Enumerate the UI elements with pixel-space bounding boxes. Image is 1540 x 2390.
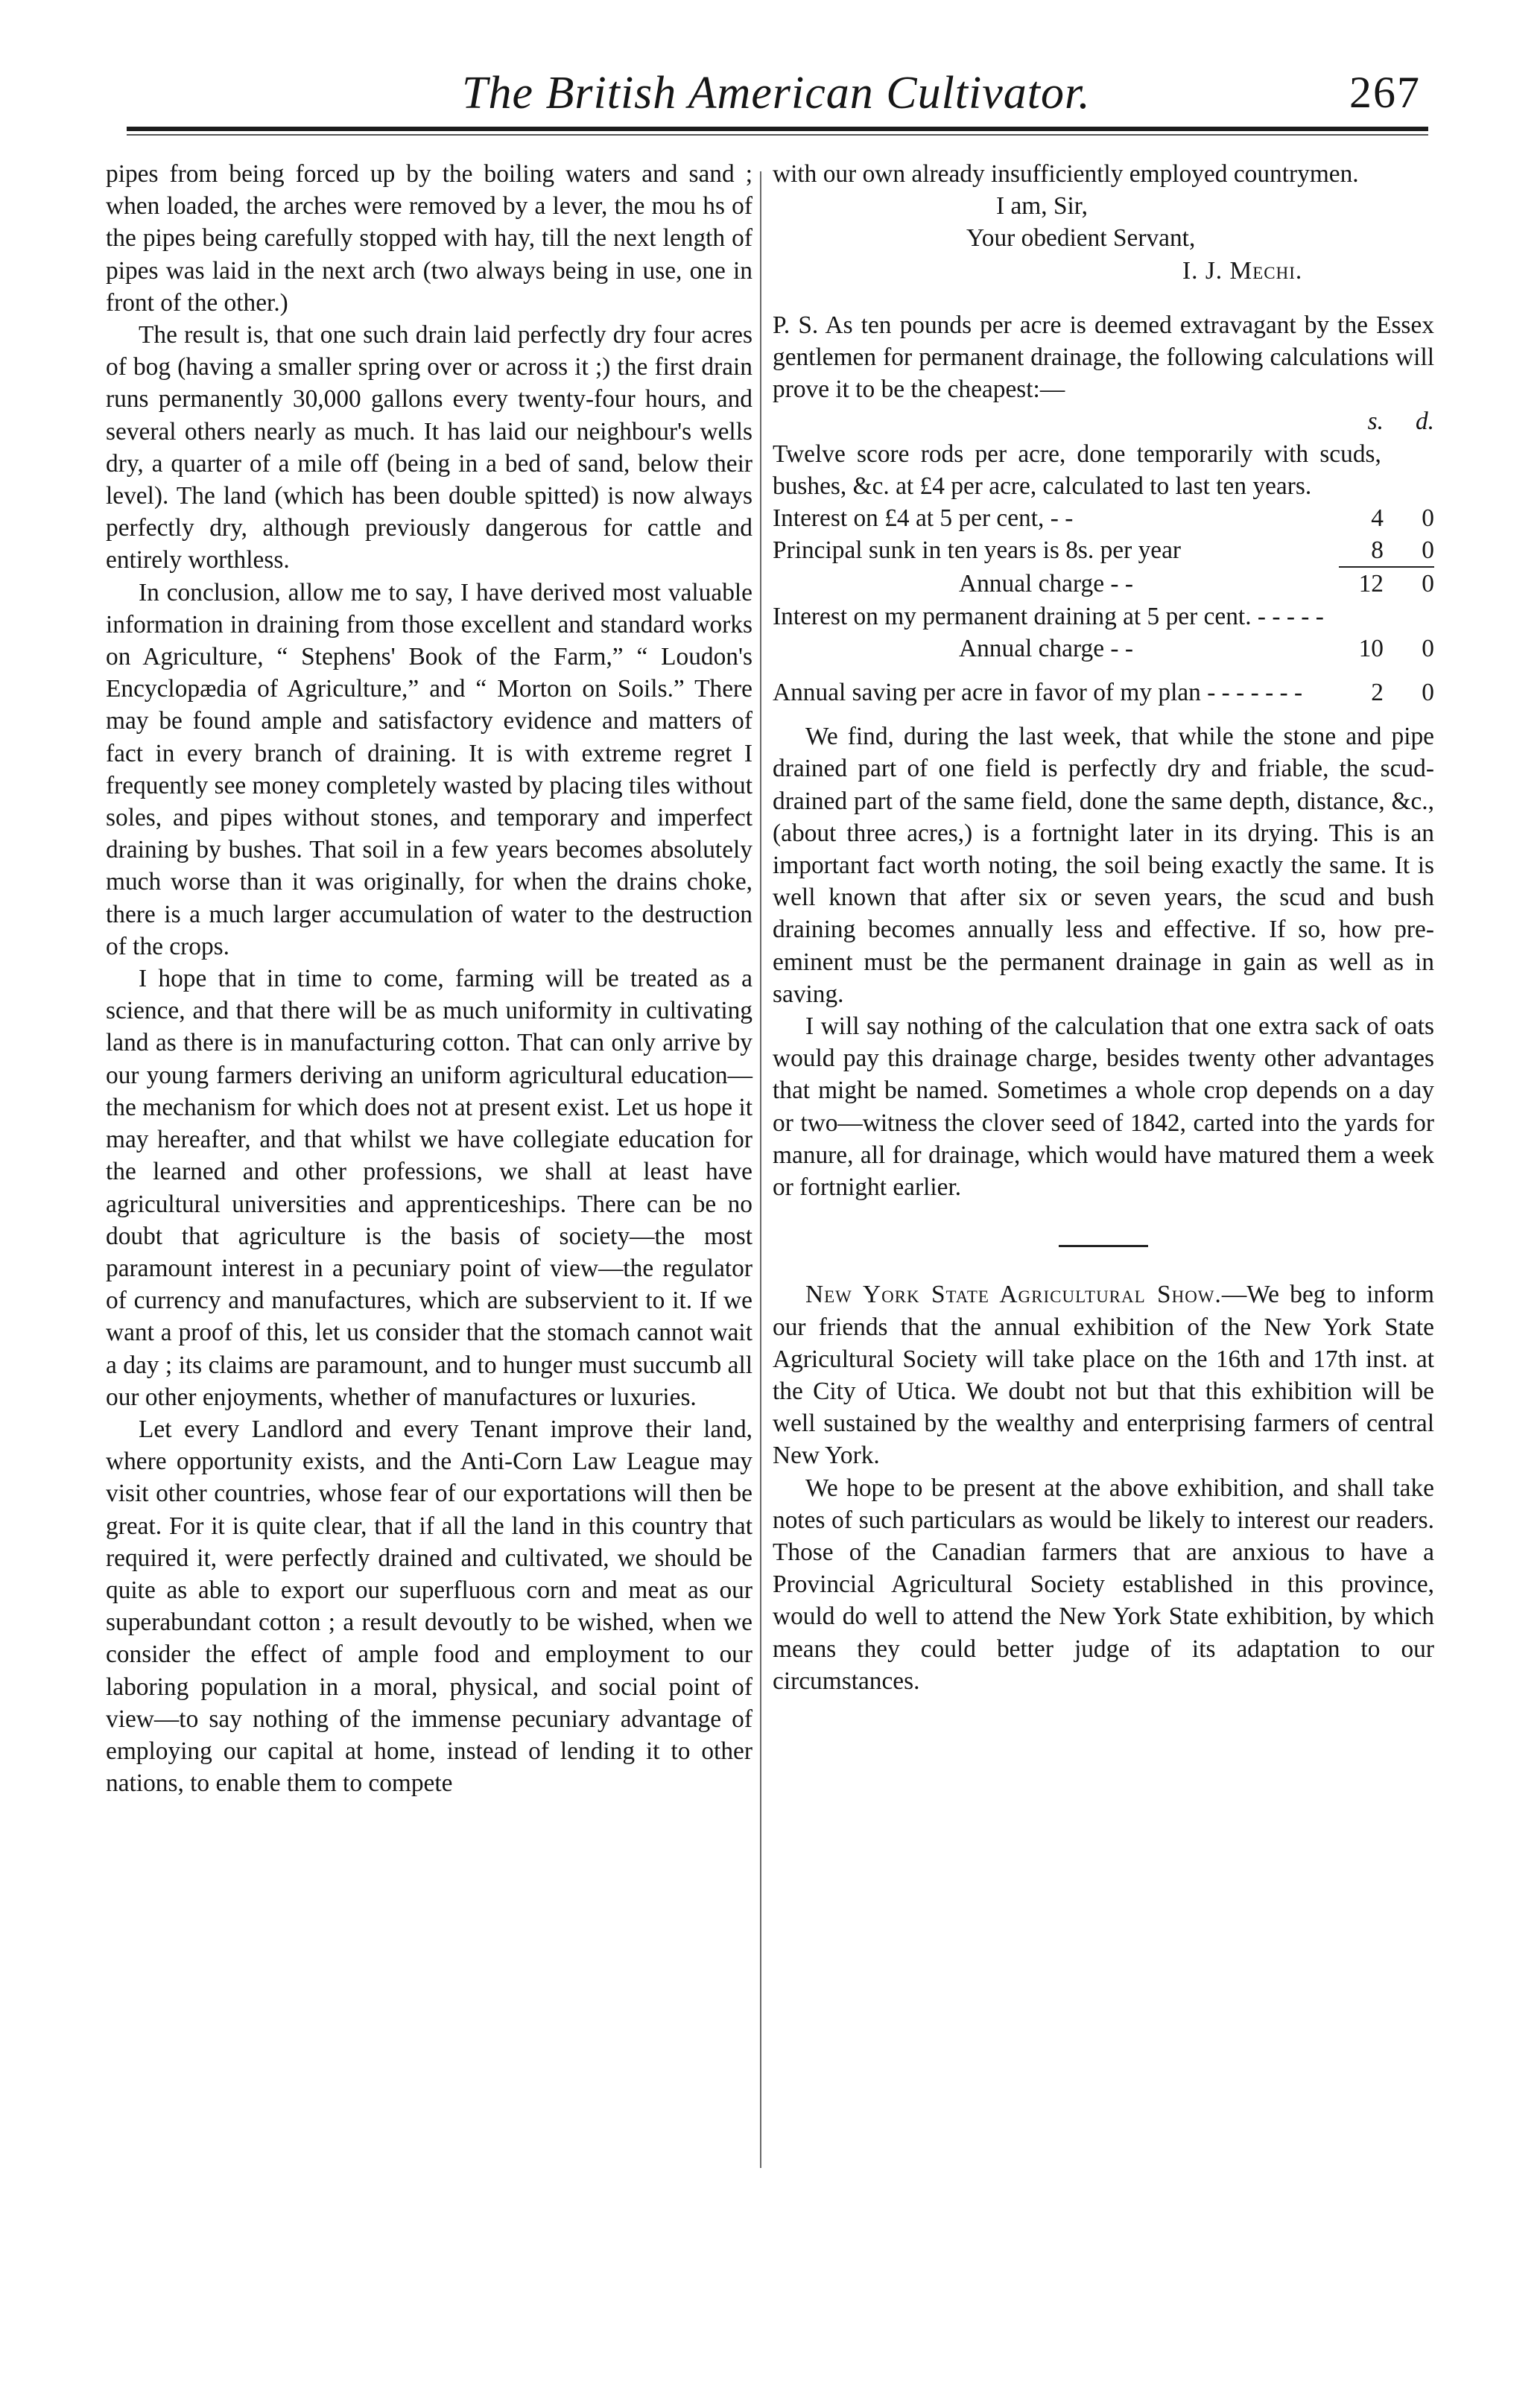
calc-d: 0 — [1422, 679, 1434, 707]
calc-desc: Interest on £4 at 5 per cent, - - — [773, 504, 1074, 533]
paragraph: I will say nothing of the calculation that one extra sack of oats would pay this drainage charge, besides twenty other advantages that might be named. Sometimes a whole crop depends on a day or two—witness the clover seed of 1842, carted into the yards for manure, all for drainage, which would have matured them a week or fortnight earlier. — [773, 1012, 1434, 1202]
calc-desc: Annual saving per acre in favor of my plan - - - - - - - — [773, 679, 1303, 707]
paragraph: I hope that in time to come, farming will be treated as a science, and that there will be as much uniformity in cultivating land as there is in manufacturing cotton. That can only arrive by our young farmers deriving an uniform agricultural education—the mechanism for which does not at present exist. Let us hope it may hereafter, and that whilst we have collegiate education for the learned and other professions, we shall at least have agricultural universities and apprenticeships. There can be no doubt that agriculture is the basis of society—the most paramount interest in a pecuniary point of view—the regulator of currency and manufactures, which are subservient to it. If we want a proof of this, let us consider that the stomach cannot wait a day ; its claims are paramount, and to hunger must succumb all our other enjoyments, whether of manufactures or luxuries. — [106, 965, 752, 1411]
header-rule — [127, 127, 1428, 131]
news-heading: New York State Agricultural Show. — [805, 1281, 1222, 1309]
header-rule-thin — [127, 134, 1428, 136]
journal-title: The British American Cultivator. — [462, 68, 1091, 118]
shillings-header: s. — [1367, 408, 1384, 436]
paragraph: We find, during the last week, that while the stone and pipe drained part of one field is perfectly dry and friable, the scud-drained part of the same field, done the same depth, distance, &c., (about three acres,) is a fortnight later in its drying. This is an important fact worth noting, the soil being exactly the same. It is well known that after six or seven years, the scud and bush draining becomes annually less and effective. If so, how pre-eminent must be the permanent drainage in gain as well as in saving. — [773, 723, 1434, 1008]
signature: I. J. Mechi. — [1182, 256, 1303, 285]
page-number: 267 — [1349, 68, 1421, 117]
calc-desc: Twelve score rods per acre, done temporarily with scuds, bushes, &c. at £4 per acre, calculated to last ten years. — [773, 440, 1381, 500]
salutation: I am, Sir, — [996, 192, 1088, 221]
calc-s: 4 — [1371, 504, 1384, 533]
news-item — [773, 1278, 1434, 1471]
calc-d: 0 — [1422, 634, 1434, 662]
calc-s: 2 — [1371, 679, 1384, 707]
running-head — [104, 37, 1428, 119]
paragraph: Let every Landlord and every Tenant improve their land, where opportunity exists, and the Anti-Corn Law League may visit other countries, whose fear of our exportations will then be great. For it is quite clear, that if all the land in this country that required it, were perfectly drained and cultivated, we should be quite as able to export our superfluous corn and meat as our superabundant cotton ; a result devoutly to be wished, when we consider the effect of ample food and employment to our laboring population in a moral, physical, and social point of view—to say nothing of the immense pecuniary advantage of employing our capital at home, instead of lending it to other nations, to enable them to compete — [106, 1415, 752, 1798]
calc-row — [773, 502, 1434, 534]
calc-d: 0 — [1422, 536, 1434, 565]
calc-desc: Interest on my permanent draining at 5 per cent. - - - - - — [773, 602, 1324, 630]
calc-header — [773, 405, 1434, 437]
pence-header: d. — [1415, 408, 1434, 436]
calc-d: 0 — [1422, 504, 1434, 533]
calc-desc: Principal sunk in ten years is 8s. per year — [773, 536, 1182, 565]
calc-d: 0 — [1422, 570, 1434, 598]
left-column — [106, 158, 752, 1799]
paragraph: We hope to be present at the above exhibition, and shall take notes of such particulars as would be likely to interest our readers. Those of the Canadian farmers that are anxious to have a Provincial Agricultural Society established in this province, would do well to attend the New York State exhibition, by which means they could better judge of its adaptation to our circumstances. — [773, 1474, 1434, 1695]
valediction: Your obedient Servant, — [966, 224, 1196, 253]
calc-s: 10 — [1358, 634, 1384, 662]
paragraph: with our own already insufficiently employed countrymen. — [773, 160, 1359, 188]
calc-row — [773, 600, 1434, 633]
paragraph: pipes from being forced up by the boiling waters and sand ; when loaded, the arches were removed by a lever, the mou hs of the pipes being carefully stopped with hay, till the next length of pipes was laid in the next arch (two always being in use, one in front of the other.) — [106, 160, 752, 317]
calc-row — [773, 438, 1434, 502]
news-text: —We beg to inform our friends that the annual exhibition of the New York State Agricultural Society will take place on the 16th and 17th inst. at the City of Utica. We doubt not but that this exhibition will be well sustained by the wealthy and enterprising farmers of central New York. — [773, 1281, 1434, 1470]
section-divider — [1059, 1245, 1148, 1247]
letter-closing — [773, 190, 1434, 287]
calc-row-total — [773, 568, 1434, 600]
column-divider — [760, 171, 761, 2168]
postscript: P. S. As ten pounds per acre is deemed extravagant by the Essex gentlemen for permanent drainage, the following calculations will prove it to be the cheapest:— — [773, 311, 1434, 404]
annual-charge-label: Annual charge - - — [959, 634, 1133, 662]
calc-row-total — [773, 633, 1434, 665]
paragraph: The result is, that one such drain laid perfectly dry four acres of bog (having a smaller spring over or across it ;) the first drain runs permanently 30,000 gallons every twenty-four hours, and several others nearly as much. It has laid our neighbour's wells dry, a quarter of a mile off (being in a bed of sand, below their level). The land (which has been double spitted) is now always perfectly dry, although previously dangerous for cattle and entirely worthless. — [106, 321, 752, 574]
calc-row — [773, 676, 1434, 709]
annual-charge-label: Annual charge - - — [959, 570, 1133, 598]
calc-row — [773, 534, 1434, 566]
calculation-table — [773, 405, 1434, 709]
calc-s: 12 — [1358, 570, 1384, 598]
right-column — [773, 158, 1434, 1697]
calc-s: 8 — [1371, 536, 1384, 565]
paragraph: In conclusion, allow me to say, I have derived most valuable information in draining from those excellent and standard works on Agriculture, “ Stephens' Book of the Farm,” “ Loudon's Encyclopædia of Agriculture,” and “ Morton on Soils.” There may be found ample and satisfactory evidence and matters of fact in every branch of draining. It is with extreme regret I frequently see money completely wasted by placing tiles without soles, and pipes without stones, and temporary and imperfect draining by bushes. That soil in a few years becomes absolutely much worse than it was originally, for when the drains choke, there is a much larger accumulation of water to the destruction of the crops. — [106, 578, 752, 960]
